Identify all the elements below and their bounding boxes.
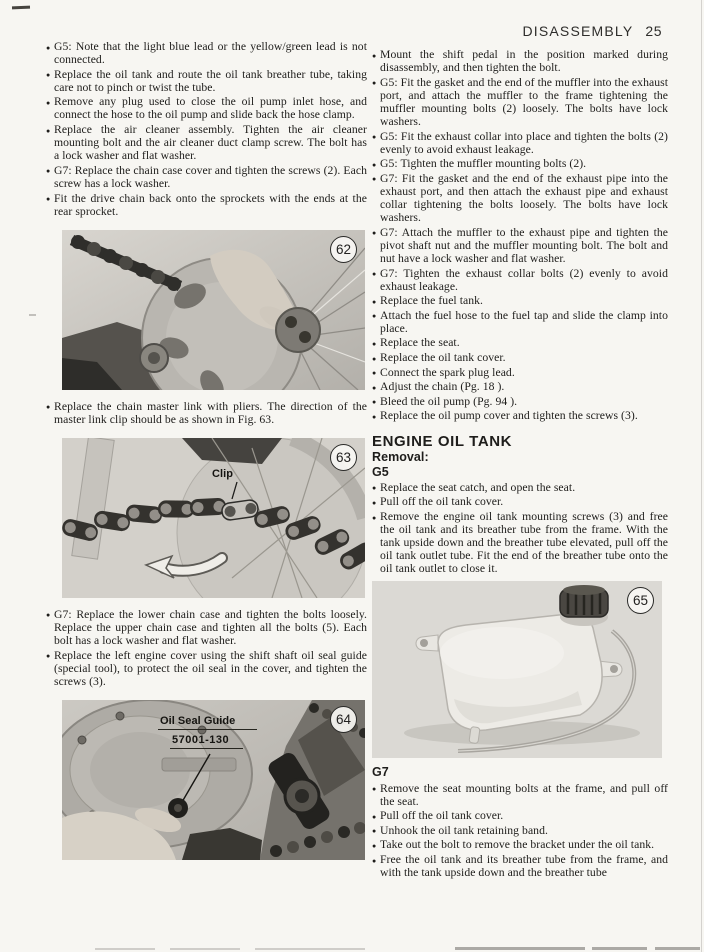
figure-62-photo	[62, 230, 365, 390]
left-column	[46, 40, 367, 870]
tool-name-label: Oil Seal Guide	[158, 715, 257, 730]
instruction-bullet: ● Replace the oil tank cover.	[372, 351, 668, 364]
right-column	[372, 48, 668, 881]
scan-artifact-edge-line	[701, 0, 702, 952]
instruction-bullet: ● Mount the shift pedal in the position marked during disassembly, and then tighten the bolt.	[372, 48, 668, 74]
section-title-engine-oil-tank: ENGINE OIL TANK	[372, 432, 513, 450]
instruction-bullet: ● Free the oil tank and its breather tube from the frame, and with the tank upside down and the breather tube	[372, 853, 668, 879]
instruction-bullet: ● G7: Replace the lower chain case and tighten the bolts loosely. Replace the upper chain case and tighten all the bolts (5). Each bolt has a lock washer and flat washer.	[46, 608, 367, 647]
instruction-bullet: ● Replace the fuel tank.	[372, 294, 668, 307]
instruction-bullet: ● G7: Tighten the exhaust collar bolts (2) evenly to avoid exhaust leakage.	[372, 267, 668, 293]
instruction-bullet: ● Remove the engine oil tank mounting screws (3) and free the oil tank and its breather tube from the frame. With the tank upside down and the breather tube elevated, pull off the oil tank outlet tube. Fit the end of the breather tube onto the oil tank outlet to close it.	[372, 510, 668, 575]
instruction-bullet: ● Bleed the oil pump (Pg. 94 ).	[372, 395, 668, 408]
scan-artifact-bottom-line	[255, 948, 365, 950]
figure-number: 65	[632, 593, 649, 609]
instruction-bullet: ● G7: Attach the muffler to the exhaust pipe and tighten the pivot shaft nut and the muffler mounting bolt. The bolt and nut have a lock washer and flat washer.	[372, 226, 668, 265]
figure-63-photo	[62, 438, 365, 598]
figure-62-badge	[330, 236, 357, 263]
model-variant-g7: G7	[372, 765, 389, 780]
page-header	[522, 23, 662, 39]
scan-artifact-bottom-line	[95, 948, 155, 950]
scan-artifact-margin-tick	[29, 314, 36, 316]
figure-number: 64	[335, 711, 352, 727]
figure-64-badge	[330, 706, 357, 733]
scan-artifact-corner-dash	[12, 6, 30, 10]
instruction-bullet: ● Take out the bolt to remove the bracket under the oil tank.	[372, 838, 668, 851]
page-number: 25	[645, 23, 662, 39]
instruction-bullet: ● Fit the drive chain back onto the sprockets with the ends at the rear sprocket.	[46, 192, 367, 218]
instruction-bullet: ● G5: Fit the exhaust collar into place and tighten the bolts (2) evenly to avoid exhaust leakage.	[372, 130, 668, 156]
scan-artifact-bottom-line	[655, 947, 700, 950]
instruction-bullet: ● Replace the chain master link with pliers. The direction of the master link clip should be as shown in Fig. 63.	[46, 400, 367, 426]
clip-callout-label: Clip	[212, 467, 233, 480]
figure-number: 63	[335, 449, 352, 465]
instruction-bullet: ● Replace the seat.	[372, 336, 668, 349]
figure-64	[62, 700, 365, 860]
header-section-title: DISASSEMBLY	[522, 23, 634, 39]
instruction-bullet: ● G7: Replace the chain case cover and tighten the screws (2). Each screw has a lock washer.	[46, 164, 367, 190]
instruction-bullet: ● Attach the fuel hose to the fuel tap and slide the clamp into place.	[372, 309, 668, 335]
instruction-bullet: ● Adjust the chain (Pg. 18 ).	[372, 380, 668, 393]
scan-artifact-bottom-line	[170, 948, 240, 950]
scan-artifact-bottom-line	[592, 947, 647, 950]
instruction-bullet: ● G7: Fit the gasket and the end of the exhaust pipe into the exhaust port, and then attach the exhaust pipe and exhaust collar tightening the bolts loosely. The bolts have lock washers.	[372, 172, 668, 224]
instruction-bullet: ● Replace the air cleaner assembly. Tighten the air cleaner mounting bolt and the air cleaner duct clamp screw. The bolt has a lock washer and flat washer.	[46, 123, 367, 162]
figure-65-photo	[372, 581, 662, 758]
tool-number-label: 57001-130	[170, 734, 243, 749]
instruction-bullet: ● G5: Fit the gasket and the end of the muffler into the exhaust port, and attach the muffler to the frame tightening the muffler mounting bolts (2) loosely. The bolts have lock washers.	[372, 76, 668, 128]
instruction-bullet: ● Unhook the oil tank retaining band.	[372, 824, 668, 837]
instruction-bullet: ● Replace the oil tank and route the oil tank breather tube, taking care not to pinch or twist the tube.	[46, 68, 367, 94]
section-subtitle-removal: Removal:	[372, 449, 429, 464]
figure-65	[372, 581, 662, 758]
instruction-bullet: ● Pull off the oil tank cover.	[372, 809, 668, 822]
figure-62	[62, 230, 365, 390]
instruction-bullet: ● Remove the seat mounting bolts at the frame, and pull off the seat.	[372, 782, 668, 808]
model-variant-g5: G5	[372, 464, 389, 479]
instruction-bullet: ● Replace the seat catch, and open the seat.	[372, 481, 668, 494]
instruction-bullet: ● Replace the left engine cover using the shift shaft oil seal guide (special tool), to protect the oil seal in the cover, and tighten the screws (3).	[46, 649, 367, 688]
figure-63-badge	[330, 444, 357, 471]
instruction-bullet: ● Replace the oil pump cover and tighten the screws (3).	[372, 409, 668, 422]
instruction-bullet: ● G5: Note that the light blue lead or the yellow/green lead is not connected.	[46, 40, 367, 66]
figure-63	[62, 438, 365, 598]
instruction-bullet: ● G5: Tighten the muffler mounting bolts (2).	[372, 157, 668, 170]
instruction-bullet: ● Remove any plug used to close the oil pump inlet hose, and connect the hose to the oil pump and slide back the hose clamp.	[46, 95, 367, 121]
scan-artifact-bottom-line	[455, 947, 585, 950]
figure-number: 62	[335, 241, 352, 257]
instruction-bullet: ● Connect the spark plug lead.	[372, 366, 668, 379]
instruction-bullet: ● Pull off the oil tank cover.	[372, 495, 668, 508]
